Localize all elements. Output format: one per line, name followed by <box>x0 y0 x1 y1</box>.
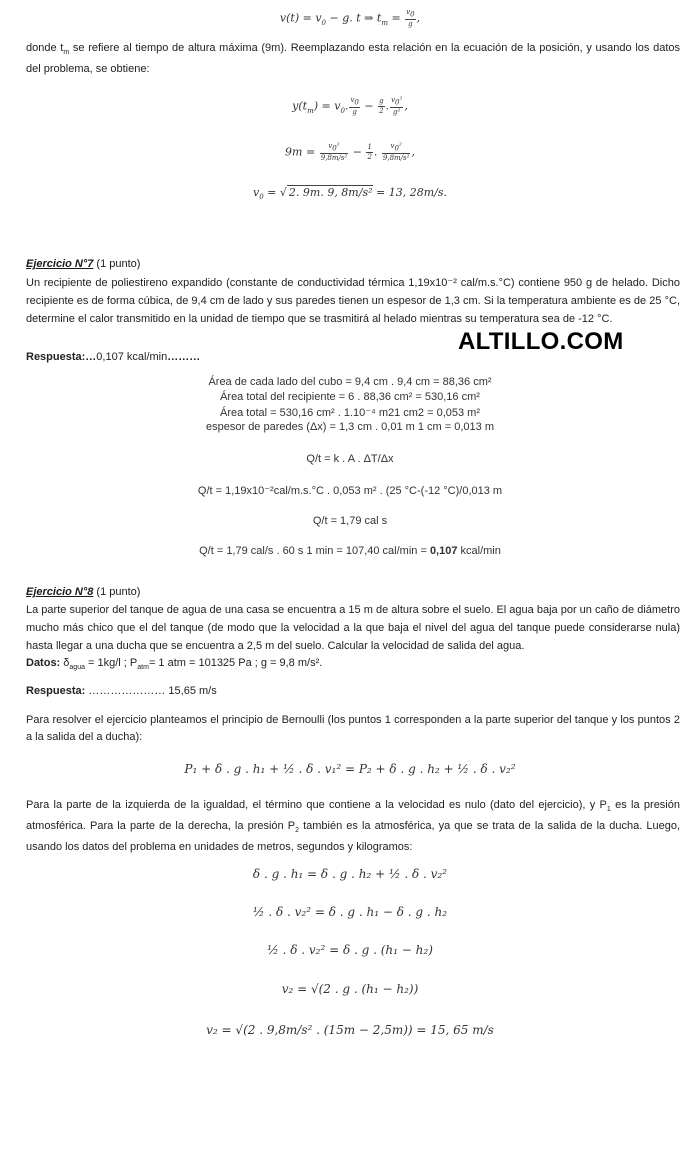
equation-initial-velocity: $v_0$ = √ 2. 9m. 9, 8m/s² = 13, 28m/s. <box>252 186 447 202</box>
intro-paragraph: donde $t_m$ se refiere al tiempo de altura máxima (9m). Reemplazando esta relación en la ecuación de la posición, y usando los datos del problema, se obtiene: <box>26 42 680 76</box>
ex8-step-3: ½ . δ . v₂² = δ . g . (h₁ − h₂) <box>267 943 433 957</box>
altillo-watermark: ALTILLO.COM <box>458 328 624 355</box>
ex7-wall-thickness: espesor de paredes (Δx) = 1,3 cm . 0,01 m 1 cm = 0,013 m <box>206 421 494 433</box>
exercise-7-answer: Respuesta:…0,107 kcal/min……… <box>26 351 201 363</box>
exercise-8-answer: Respuesta: ………………… 15,65 m/s <box>26 685 217 697</box>
ex7-area-total-m2: Área total = 530,16 cm² . 1.10⁻⁴ m21 cm2 = 0,053 m² <box>220 407 480 419</box>
exercise-7-heading: Ejercicio N°7 (1 punto) <box>26 258 141 270</box>
bernoulli-equation: P₁ + δ . g . h₁ + ½ . δ . v₁² = P₂ + δ . g . h₂ + ½ . δ . v₂² <box>184 762 516 776</box>
equation-velocity: $v(t) = v_0 - g$. t ⇒ $t_m$ = $\frac{v_0}{g}$ , <box>279 8 421 29</box>
exercise-8-statement: La parte superior del tanque de agua de una casa se encuentra a 15 m de altura sobre el suelo. El agua baja por un caño de diámetro mucho más chico que el del tanque (de modo que la velocidad a la que baja el nivel del agua del tanque puede considerarse nula) hasta llegar a una ducha que se encuentra a 2,5 m del suelo. Calcular la velocidad de salida del agua. <box>26 604 680 652</box>
ex8-step-2: ½ . δ . v₂² = δ . g . h₁ − δ . g . h₂ <box>252 905 448 919</box>
ex7-area-side: Área de cada lado del cubo = 9,4 cm . 9,4 cm = 88,36 cm² <box>208 376 492 388</box>
equation-nine-meters: 9m = $\frac{v_0^2}{\text{9,8m/s²}}$ − $\frac{1}{2}$ . $\frac{v_0^2}{\text{9,8m/s²}}$ , <box>285 142 415 163</box>
ex7-substitution: Q/t = 1,19x10⁻²cal/m.s.°C . 0,053 m² . (25 °C-(-12 °C)/0,013 m <box>197 485 503 497</box>
ex8-step-1: δ . g . h₁ = δ . g . h₂ + ½ . δ . v₂² <box>252 867 448 881</box>
equation-position-max: $y(t_m) = v_0$. $\frac{v_0}{g}$ − $\frac{g}{2}$ . $\frac{v_0^2}{\text{g²}}$ , <box>292 96 408 117</box>
ex7-result-cal-s: Q/t = 1,79 cal s <box>312 515 388 527</box>
exercise-8-bernoulli-intro: Para resolver el ejercicio planteamos el principio de Bernoulli (los puntos 1 corresponden a la parte superior del tanque y los puntos 2 a la salida del a ducha): <box>26 714 680 743</box>
exercise-8-data: Datos: $\delta_{agua} = 1kg/l$ ; $P_{atm}= 1$ atm = 101325 Pa ; g = 9,8 m/s². <box>26 657 323 672</box>
exercise-8-explanation: Para la parte de la izquierda de la igualdad, el término que contiene a la velocidad es nulo (dato del ejercicio), y $P_1$ es la presión atmosférica. Para la parte de la derecha, la presión $P_2$ también es la atmosférica, ya que se trata de la salida de la ducha. Luego, usando los datos del problema en unidades de metros, segundos y kilogramos: <box>26 799 680 854</box>
ex8-step-5: v₂ = √(2 . 9,8m/s² . (15m − 2,5m)) = 15, 65 m/s <box>206 1023 494 1037</box>
ex7-area-total: Área total del recipiente = 6 . 88,36 cm² = 530,16 cm² <box>220 391 480 403</box>
ex7-formula: Q/t = k . A . ΔT/Δx <box>306 453 394 465</box>
exercise-7-statement: Un recipiente de poliestireno expandido (constante de conductividad térmica 1,19x10⁻² cal/m.s.°C) contiene 950 g de helado. Dicho recipiente es de forma cúbica, de 9,4 cm de lado y sus paredes tienen un espesor de 1,3 cm. Si la temperatura ambiente es de 25 °C, determine el calor transmitido en la unidad de tiempo que se trasmitirá al helado mientras su temperatura sea de -12 °C. <box>26 277 680 325</box>
ex8-step-4: v₂ = √(2 . g . (h₁ − h₂)) <box>281 982 419 996</box>
exercise-8-heading: Ejercicio N°8 (1 punto) <box>26 586 141 598</box>
ex7-result-kcal-min: Q/t = 1,79 cal/s . 60 s 1 min = 107,40 cal/min = 0,107 kcal/min <box>199 545 501 557</box>
